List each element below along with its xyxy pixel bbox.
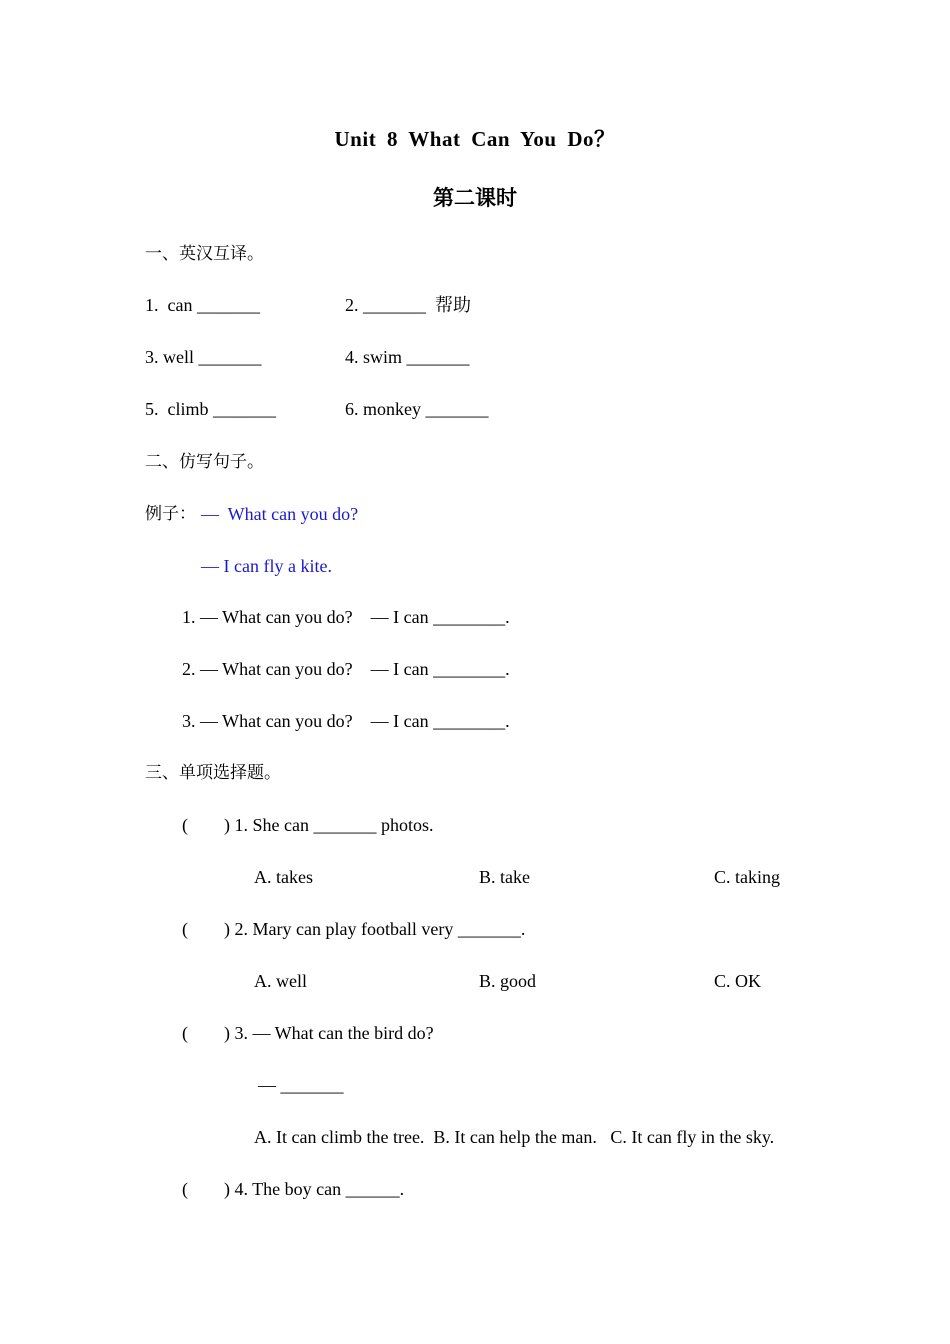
section1-item-1: 1. can _______: [145, 295, 260, 315]
question-1-stem: ( ) 1. She can _______ photos.: [182, 815, 434, 835]
section1-item-2: 2. _______ 帮助: [345, 295, 471, 315]
question-2-option-b: B. good: [479, 971, 537, 991]
question-3-stem: ( ) 3. — What can the bird do?: [182, 1023, 434, 1043]
page-title: Unit 8 What Can You Do？: [334, 127, 616, 151]
section2-heading: 二、仿写句子。: [145, 452, 264, 472]
question-2-option-c: C. OK: [714, 971, 762, 991]
section2-item-1: 1. — What can you do? — I can ________.: [182, 607, 510, 627]
question-3-answer-line: — _______: [258, 1075, 344, 1095]
page-subtitle: 第二课时: [433, 186, 517, 210]
question-1-option-b: B. take: [479, 867, 530, 887]
section2-item-3: 3. — What can you do? — I can ________.: [182, 711, 510, 731]
question-3-options: A. It can climb the tree. B. It can help the man. C. It can fly in the sky.: [254, 1127, 775, 1147]
example-answer: — I can fly a kite.: [201, 556, 332, 576]
section2-item-2: 2. — What can you do? — I can ________.: [182, 659, 510, 679]
section1-item-5: 5. climb _______: [145, 399, 276, 419]
section1-item-3: 3. well _______: [145, 347, 262, 367]
section1-item-4: 4. swim _______: [345, 347, 470, 367]
section3-heading: 三、单项选择题。: [145, 763, 281, 783]
question-2-stem: ( ) 2. Mary can play football very _______.: [182, 919, 526, 939]
question-1-option-a: A. takes: [254, 867, 313, 887]
example-question: — What can you do?: [201, 504, 359, 524]
question-1-option-c: C. taking: [714, 867, 780, 887]
question-2-option-a: A. well: [254, 971, 307, 991]
question-4-stem: ( ) 4. The boy can ______.: [182, 1179, 405, 1199]
section1-item-6: 6. monkey _______: [345, 399, 489, 419]
section1-heading: 一、英汉互译。: [145, 244, 264, 264]
example-label: 例子：: [145, 504, 196, 524]
